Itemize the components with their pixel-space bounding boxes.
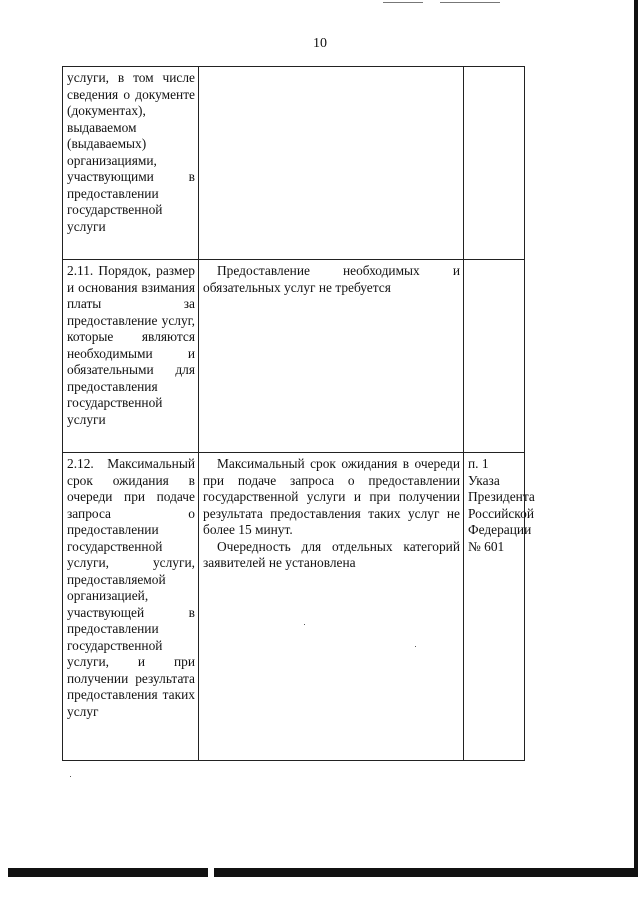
cell-text: 2.12. Максимальный срок ожидания в очереди при подаче запроса о предоставлении государственной услуги, услуги, предоставляемой организацией, участвующей в предоставлении государственной услуги, и при получении результата предоставления таких услуг: [67, 456, 195, 719]
table-cell-parameter: [63, 453, 199, 761]
table-row: [63, 453, 525, 761]
scan-border-bottom: [8, 868, 638, 877]
table-cell-content: [199, 67, 464, 260]
cell-text: п. 1 Указа Президента Российской Федерации № 601: [468, 456, 535, 554]
cell-text: 2.11. Порядок, размер и основания взимания платы за предоставление услуг, которые являются необходимыми и обязательными для предоставления государственной услуги: [67, 263, 195, 427]
scan-speck: [415, 646, 416, 647]
table-cell-content: [199, 260, 464, 453]
table-cell-reference: [464, 260, 525, 453]
scan-speck: [304, 624, 305, 625]
regulation-table: [62, 66, 535, 761]
cell-paragraph: Очередность для отдельных категорий заявителей не установлена: [203, 538, 460, 570]
table-cell-reference: [464, 453, 535, 761]
scan-mark: [440, 2, 500, 3]
cell-text: услуги, в том числе сведения о документе (документах), выдаваемом (выдаваемых) организациями, участвующими в предоставлении государственной услуги: [67, 70, 195, 234]
table-row: [63, 260, 525, 453]
table-cell-parameter: [63, 67, 199, 260]
scan-border-right: [634, 0, 638, 876]
cell-paragraph: Максимальный срок ожидания в очереди при подаче запроса о предоставлении государственной услуги и при получении результата предоставления таких услуг не более 15 минут.: [203, 456, 460, 537]
table-cell-parameter: [63, 260, 199, 453]
scan-mark: [383, 2, 423, 3]
table-row: [63, 67, 525, 260]
table-cell-reference: [464, 67, 525, 260]
page-number: 10: [313, 36, 327, 51]
scan-speck: [70, 776, 71, 777]
table-cell-content: [199, 453, 464, 761]
cell-paragraph: Предоставление необходимых и обязательных услуг не требуется: [203, 263, 460, 295]
scan-border-gap: [208, 868, 214, 877]
